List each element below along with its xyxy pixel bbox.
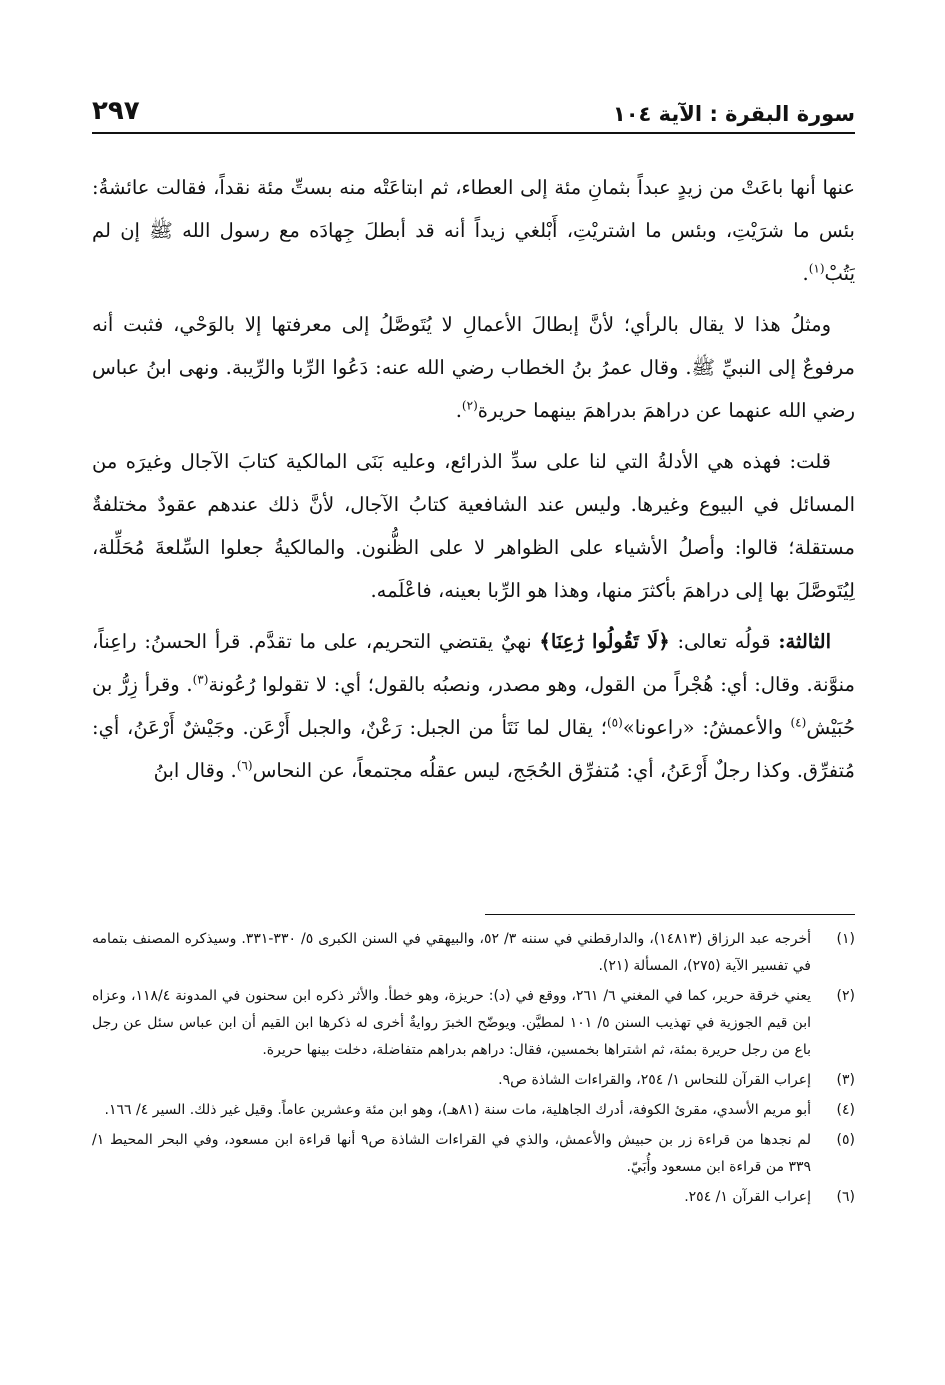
footnote-number: (٢) xyxy=(836,988,855,1004)
paragraph-2-end: . xyxy=(455,399,462,422)
footnote-2 xyxy=(92,983,855,1064)
footnote-ref-6: (٦) xyxy=(236,758,253,773)
footnote-text: إعراب القرآن ١/ ٢٥٤. xyxy=(684,1189,811,1205)
footnote-ref-1: (١) xyxy=(808,261,825,276)
page-number: ٢٩٧ xyxy=(92,96,140,126)
main-text xyxy=(92,166,855,901)
paragraph-4-part-d: والأعمشُ: «راعونا» xyxy=(622,716,783,739)
paragraph-4-part-a: قولُه تعالى: xyxy=(677,630,771,653)
paragraph-2-text: ومثلُ هذا لا يقال بالرأي؛ لأنَّ إبطالَ الأعمالِ لا يُتَوصَّلُ إلى معرفتها إلا بالوَحْي، فثبت أنه مرفوعٌ إلى النبيِّ ﷺ. وقال عمرُ بنُ الخطاب رضي الله عنه: دَعُوا الرِّبا والرِّيبة. ونهى ابنُ عباس رضي الله عنهما عن دراهمَ بدراهمَ بينهما حريرة xyxy=(92,313,855,422)
footnote-text: إعراب القرآن للنحاس ١/ ٢٥٤، والقراءات الشاذة ص٩. xyxy=(498,1072,811,1088)
footnote-text: لم نجدها من قراءة زر بن حبيش والأعمش، والذي في القراءات الشاذة ص٩ أنها قراءة ابن مسعود، وفي البحر المحيط ١/ ٣٣٩ من قراءة ابن مسعود وأُبَيّ. xyxy=(92,1132,811,1175)
footnote-text: أخرجه عبد الرزاق (١٤٨١٣)، والدارقطني في سننه ٣/ ٥٢، والبيهقي في السنن الكبرى ٥/ ٣٣٠-٣٣١. وسيذكره المصنف بتمامه في تفسير الآية (٢٧٥)، المسألة (٢١). xyxy=(92,931,812,974)
footnote-5 xyxy=(92,1127,855,1181)
footnote-1 xyxy=(92,926,855,980)
paragraph-4-part-f: . وقال ابنُ xyxy=(153,759,237,782)
paragraph-2 xyxy=(92,303,855,432)
footnote-number: (٤) xyxy=(836,1102,855,1118)
footnote-3 xyxy=(92,1067,855,1094)
quran-quote: ﴿لَا تَقُولُوا رَٰعِنَا﴾ xyxy=(539,630,670,653)
footnote-number: (٥) xyxy=(836,1132,855,1148)
running-title: سورة البقرة : الآية ١٠٤ xyxy=(612,102,855,126)
footnote-ref-5: (٥) xyxy=(606,715,623,730)
footnote-ref-3: (٣) xyxy=(192,672,209,687)
footnote-ref-4: (٤) xyxy=(790,715,807,730)
footnote-text: أبو مريم الأسدي، مقرئ الكوفة، أدرك الجاهلية، مات سنة (٨١هـ)، وهو ابن مئة وعشرين عاماً. وقيل غير ذلك. السير ٤/ ١٦٦. xyxy=(104,1102,811,1118)
footnote-text: يعني خرقة حرير، كما في المغني ٦/ ٢٦١، ووقع في (د): حريزة، وهو خطأ. والأثر ذكره ابن سحنون في المدونة ١١٨/٤، وعزاه ابن قيم الجوزية في تهذيب السنن ٥/ ١٠١ لمطيَّن. ويوضّح الخبرَ روايةٌ أخرى له ذكرها ابن القيم أن ابن عباس سئل عن رجل باع من رجل حريرة بمئة، ثم اشتراها بخمسين، فقال: دراهم بدراهم متفاضلة، دخلت بينها حريرة. xyxy=(92,988,811,1058)
paragraph-4 xyxy=(92,620,855,792)
footnote-number: (٣) xyxy=(836,1072,855,1088)
paragraph-4-part-b: نهيٌ يقتضي التحريم، على ما تقدَّم. قرأ الحسنُ: راعِناً، منوَّنة. وقال: أي: هُجْراً من القول، وهو مصدر، ونصبُه بالقول؛ أي: لا تقولوا رُعُونة xyxy=(92,630,855,696)
paragraph-4-part-e: ؛ يقال لما نَتَأ من الجبل: رَعْنٌ، والجبل أَرْعَن. وجَيْشٌ أَرْعَنُ، أي: مُتفرِّق. وكذا رجلٌ أَرْعَنُ، أي: مُتفرِّق الحُجَج، ليس عقلُه مجتمعاً، عن النحاس xyxy=(92,716,855,782)
footnote-number: (٦) xyxy=(836,1189,855,1205)
issue-heading: الثالثة: xyxy=(778,630,831,653)
paragraph-4-part-c: . وقرأ زِرُّ بن حُبَيْش xyxy=(92,673,855,739)
footnote-number: (١) xyxy=(836,931,855,947)
paragraph-1 xyxy=(92,166,855,295)
footnotes xyxy=(92,926,855,1346)
page-header xyxy=(92,92,855,134)
footnote-divider xyxy=(485,914,855,915)
paragraph-1-end: . xyxy=(802,262,809,285)
paragraph-1-text: عنها أنها باعَتْ من زيدٍ عبداً بثمانِ مئة إلى العطاء، ثم ابتاعَتْه منه بستِّ مئة نقداً، فقالت عائشةُ: بئس ما شرَيْتِ، وبئس ما اشتريْتِ، أَبْلغي زيداً أنه قد أبطلَ جِهادَه مع رسول الله ﷺ إن لم يَتُبْ xyxy=(92,176,855,285)
footnote-4 xyxy=(92,1097,855,1124)
paragraph-3: قلت: فهذه هي الأدلةُ التي لنا على سدِّ الذرائع، وعليه بَنَى المالكية كتابَ الآجال وغيرَه من المسائل في البيوع وغيرها. وليس عند الشافعية كتابُ الآجال، لأنَّ ذلك عندهم عقودٌ مختلفةٌ مستقلة؛ قالوا: وأصلُ الأشياء على الظواهر لا على الظُّنون. والمالكيةُ جعلوا السِّلعةَ مُحَلِّلة، لِيُتَوصَّلَ بها إلى دراهمَ بأكثرَ منها، وهذا هو الرِّبا بعينه، فاعْلَمه. xyxy=(92,450,855,602)
footnote-6 xyxy=(92,1184,855,1211)
footnote-ref-2: (٢) xyxy=(461,398,478,413)
